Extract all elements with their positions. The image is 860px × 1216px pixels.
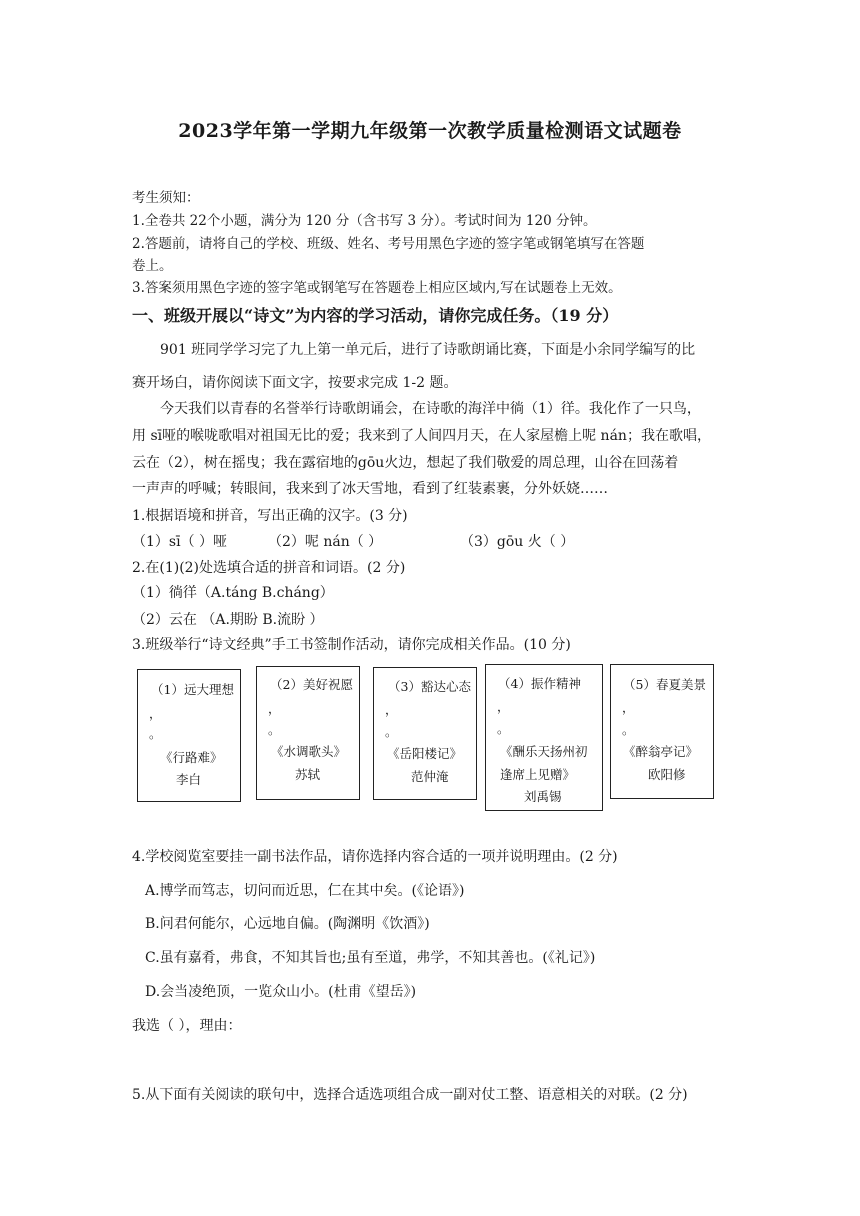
question-2-stem: 2.在(1)(2)处选填合适的拼音和词语。(2 分) (132, 560, 406, 576)
question-4-option-d: D.会当凌绝顶，一览众山小。(杜甫《望岳》) (145, 984, 417, 1000)
bookmark-theme: （3）豁达心态 (388, 679, 471, 694)
notice-item-2-line-1: 2.答题前，请将自己的学校、班级、姓名、考号用黑色字迹的签字笔或钢笔填写在答题 (132, 236, 645, 252)
section-1-heading: 一、班级开展以“诗文”为内容的学习活动，请你完成任务。（19 分） (132, 306, 619, 325)
notice-item-2-line-2: 卷上。 (132, 258, 173, 274)
bookmark-card (485, 664, 603, 811)
section-1-intro-line-1: 901 班同学学习完了九上第一单元后，进行了诗歌朗诵比赛，下面是小余同学编写的比 (160, 342, 696, 358)
passage-line: 今天我们以青春的名誉举行诗歌朗诵会，在诗歌的海洋中徜（1）徉。我化作了一只鸟， (160, 401, 701, 417)
bookmark-source: 《行路难》 (160, 750, 223, 765)
question-4-stem: 4.学校阅览室要挂一副书法作品，请你选择内容合适的一项并说明理由。(2 分) (132, 849, 618, 865)
question-1-blank-3: （3）gōu 火（ ） (460, 534, 575, 550)
notice-item-3: 3.答案须用黑色字迹的签字笔或钢笔写在答题卷上相应区域内,写在试题卷上无效。 (132, 280, 622, 296)
question-4-option-b: B.问君何能尔，心远地自偏。(陶渊明《饮酒》) (145, 916, 430, 932)
bookmark-author: 刘禹锡 (524, 789, 562, 804)
bookmark-theme: （5）春夏美景 (623, 677, 706, 692)
bookmark-source-line-2: 逢席上见赠》 (500, 767, 576, 782)
bookmark-theme: （2）美好祝愿 (270, 677, 353, 692)
question-4-answer-line: 我选（ ），理由： (132, 1018, 242, 1034)
question-5-stem: 5.从下面有关阅读的联句中，选择合适选项组合成一副对仗工整、语意相关的对联。(2 分) (132, 1087, 688, 1103)
bookmark-card (137, 669, 241, 802)
section-1-intro-line-2: 赛开场白，请你阅读下面文字，按要求完成 1-2 题。 (132, 375, 458, 391)
notice-item-1: 1.全卷共 22个小题，满分为 120 分（含书写 3 分）。考试时间为 120 分钟。 (132, 213, 597, 229)
bookmark-theme: （1）远大理想 (151, 682, 234, 697)
bookmark-period: 。 (622, 722, 635, 737)
bookmark-card (610, 664, 714, 799)
question-4-option-a: A.博学而笃志，切问而近思，仁在其中矣。(《论语》) (145, 883, 465, 899)
question-1-blank-2: （2）呢 nán（ ） (268, 534, 383, 550)
bookmark-card (256, 666, 360, 800)
passage-line: 一声声的呼喊；转眼间，我来到了冰天雪地，看到了红装素裹，分外妖娆…… (132, 481, 608, 497)
question-2-option-2: （2）云在 （A.期盼 B.流盼 ） (132, 612, 324, 628)
question-4-option-c: C.虽有嘉肴，弗食，不知其旨也;虽有至道，弗学，不知其善也。(《礼记》) (145, 950, 596, 966)
bookmark-theme: （4）振作精神 (498, 676, 581, 691)
bookmark-author: 欧阳修 (648, 767, 686, 782)
bookmark-source: 《水调歌头》 (271, 744, 347, 759)
bookmark-comma: ， (385, 702, 398, 717)
bookmark-card (373, 667, 477, 800)
bookmark-comma: ， (149, 706, 162, 721)
question-3-stem: 3.班级举行“诗文经典”手工书签制作活动，请你完成相关作品。(10 分) (132, 637, 571, 653)
passage-line: 云在（2），树在摇曳；我在露宿地的gōu火边，想起了我们敬爱的周总理，山谷在回荡着 (132, 455, 679, 471)
bookmark-source-line-1: 《酬乐天扬州初 (500, 744, 588, 759)
page-title: 2023学年第一学期九年级第一次教学质量检测语文试题卷 (178, 120, 682, 142)
bookmark-period: 。 (149, 726, 162, 741)
bookmark-period: 。 (497, 721, 510, 736)
bookmark-period: 。 (385, 724, 398, 739)
question-1-blank-1: （1）sī（ ）哑 (132, 534, 228, 550)
bookmark-period: 。 (268, 722, 281, 737)
bookmark-source: 《醉翁亭记》 (623, 744, 699, 759)
notice-heading: 考生须知： (132, 190, 200, 206)
question-2-option-1: （1）徜徉（A.táng B.cháng） (132, 585, 334, 601)
bookmark-author: 范仲淹 (411, 769, 449, 784)
question-1-stem: 1.根据语境和拼音，写出正确的汉字。(3 分) (132, 508, 408, 524)
bookmark-source: 《岳阳楼记》 (387, 746, 463, 761)
passage-line: 用 sī哑的喉咙歌唱对祖国无比的爱；我来到了人间四月天，在人家屋檐上呢 nán；我在歌唱， (132, 428, 711, 444)
bookmark-comma: ， (497, 699, 510, 714)
bookmark-author: 李白 (176, 772, 202, 787)
bookmark-author: 苏轼 (295, 767, 321, 782)
bookmark-comma: ， (268, 701, 281, 716)
bookmark-comma: ， (622, 700, 635, 715)
